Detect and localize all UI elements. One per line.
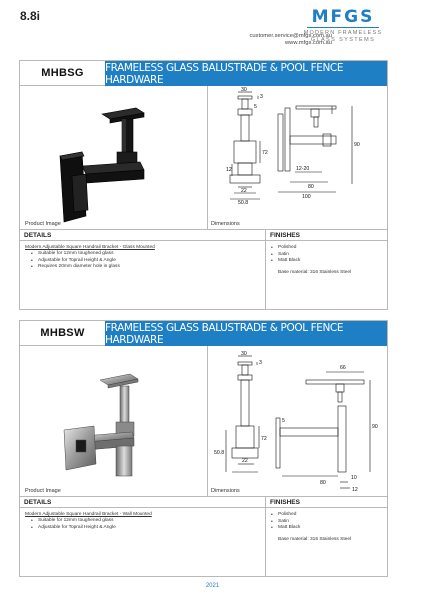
finish-item: • Polished <box>271 245 387 252</box>
dim-label-72: 72 <box>261 436 267 442</box>
product-image <box>20 346 208 496</box>
dimensions-caption: Dimensions <box>211 488 240 494</box>
product-image <box>20 86 208 229</box>
dim-label-5: 5 <box>254 104 257 110</box>
finishes-heading: FINISHES <box>266 230 387 241</box>
feature-item: • Adjustable for Toprail Height & Angle <box>31 258 265 265</box>
finish-item: • Matt Black <box>271 525 387 532</box>
product-title: FRAMELESS GLASS BALUSTRADE & POOL FENCE HARDWARE <box>105 321 387 346</box>
info-row <box>20 496 387 577</box>
feature-item: • Requires 20mm diameter hole in glass <box>31 264 265 271</box>
finish-item: • Matt Black <box>271 258 387 265</box>
finish-item: • Satin <box>271 519 387 526</box>
product-card-mhbsw <box>19 320 388 577</box>
product-header <box>20 321 387 346</box>
logo-divider <box>307 27 379 28</box>
features-list <box>31 251 265 271</box>
contact-website[interactable]: www.mfgs.com.au <box>284 40 332 46</box>
feature-item: • Adjustable for Toprail Height & Angle <box>31 525 265 532</box>
dim-label-80: 80 <box>308 184 314 190</box>
dim-label-66: 66 <box>340 365 346 371</box>
dim-label-90: 90 <box>372 424 378 430</box>
details-heading: DETAILS <box>20 230 265 241</box>
dimensions-caption: Dimensions <box>211 221 240 227</box>
dim-label-100: 100 <box>302 194 311 200</box>
details-section <box>20 497 266 577</box>
finishes-list <box>271 512 387 532</box>
contact-email[interactable]: customer.service@mfgs.com.au <box>249 33 332 39</box>
features-list <box>31 518 265 531</box>
finish-item: • Satin <box>271 252 387 259</box>
product-image-panel <box>20 346 208 496</box>
finish-item: • Polished <box>271 512 387 519</box>
page-number: 8.8i <box>20 9 41 23</box>
details-description: Modern Adjustable Square Handrail Bracket - Glass Mounted <box>25 245 155 250</box>
logo-tagline-2: GLASS SYSTEMS <box>310 37 376 43</box>
product-code: MHBSG <box>20 61 105 86</box>
image-caption: Product Image <box>25 221 61 227</box>
dim-label-3: 3 <box>260 94 263 100</box>
dim-label-12: 12 <box>352 487 358 493</box>
details-description: Modern Adjustable Square Handrail Bracket - Wall Mounted <box>25 512 152 517</box>
dim-label-50-8: 50.8 <box>214 450 225 456</box>
footer-year: 2021 <box>205 583 220 589</box>
dim-label-22: 22 <box>241 188 247 194</box>
dim-label-80: 80 <box>320 480 326 486</box>
finishes-section <box>266 230 387 310</box>
info-row <box>20 229 387 310</box>
dim-label-5: 5 <box>282 418 285 424</box>
feature-item: • Suitable for 12mm toughened glass <box>31 251 265 258</box>
details-heading: DETAILS <box>20 497 265 508</box>
product-image-panel <box>20 86 208 229</box>
dimension-drawing <box>208 86 387 229</box>
details-section <box>20 230 266 310</box>
dim-label-10: 10 <box>351 475 357 481</box>
feature-item: • Suitable for 12mm toughened glass <box>31 518 265 525</box>
product-code: MHBSW <box>20 321 105 346</box>
dim-label-90: 90 <box>354 142 360 148</box>
dimensions-panel <box>208 346 387 496</box>
dim-label-22: 22 <box>242 458 248 464</box>
dim-label-72: 72 <box>262 150 268 156</box>
image-caption: Product Image <box>25 488 61 494</box>
logo-tagline-1: MODERN FRAMELESS <box>303 30 383 36</box>
dim-label-30: 30 <box>241 351 247 357</box>
finishes-section <box>266 497 387 577</box>
dimensions-panel <box>208 86 387 229</box>
contact-block <box>190 33 332 47</box>
product-card-mhbsg <box>19 60 388 310</box>
dim-label-12-20: 12-20 <box>296 166 310 172</box>
product-title: FRAMELESS GLASS BALUSTRADE & POOL FENCE HARDWARE <box>105 61 387 86</box>
dimension-drawing <box>208 346 387 496</box>
product-header <box>20 61 387 86</box>
finishes-heading: FINISHES <box>266 497 387 508</box>
dim-label-30: 30 <box>241 87 247 93</box>
base-material: Base material: 316 Stainless Steel <box>278 269 352 275</box>
dim-label-50-8: 50.8 <box>238 200 249 206</box>
finishes-list <box>271 245 387 265</box>
base-material: Base material: 316 Stainless Steel <box>278 536 352 542</box>
dim-label-12: 12 <box>226 167 232 173</box>
dim-label-3: 3 <box>259 360 262 366</box>
logo-text: MFGS <box>311 7 375 27</box>
